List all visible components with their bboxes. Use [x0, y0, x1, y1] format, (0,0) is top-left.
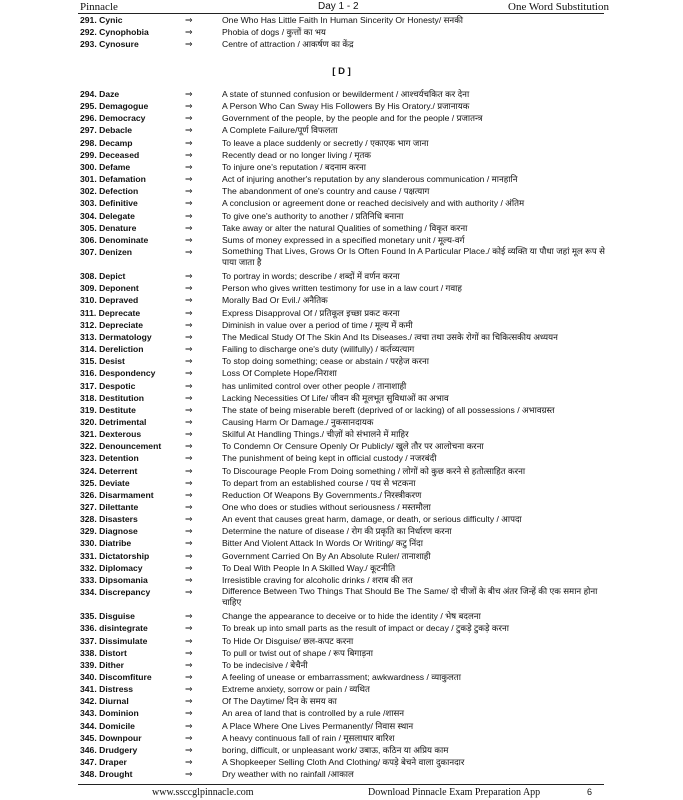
arrow-icon: ⇒ [185, 647, 193, 658]
entry-word: 318. Destitution [80, 392, 144, 403]
entry-word: 291. Cynic [80, 15, 123, 25]
entry-word: 347. Draper [80, 757, 127, 768]
entry-meaning: The state of being miserable bereft (deprived of or lacking) of all possessions / अभावग्रस्त [222, 404, 555, 415]
entry-row [0, 756, 683, 768]
arrow-icon: ⇒ [185, 344, 193, 355]
entry-row [0, 586, 683, 608]
entry-word: 308. Depict [80, 271, 126, 282]
entry-row [0, 622, 683, 634]
arrow-icon: ⇒ [185, 368, 193, 379]
entry-row [0, 380, 683, 392]
entry-row [0, 137, 683, 149]
entry-word: 314. Dereliction [80, 344, 144, 355]
entry-row [0, 562, 683, 574]
page-footer [0, 784, 683, 800]
entry-meaning: One Who Has Little Faith In Human Sincerity Or Honesty/ सनकी [222, 15, 464, 25]
entry-row [0, 513, 683, 525]
arrow-icon: ⇒ [185, 295, 193, 306]
entry-word: 338. Distort [80, 647, 127, 658]
entry-row [0, 282, 683, 294]
entry-row [0, 452, 683, 464]
entry-word: 342. Diurnal [80, 696, 129, 707]
entry-meaning: Bitter And Violent Attack In Words Or Writing/ कटु निंदा [222, 538, 423, 549]
entry-meaning: A Complete Failure/पूर्ण विफलता [222, 125, 338, 136]
arrow-icon: ⇒ [185, 465, 193, 476]
arrow-icon: ⇒ [185, 319, 193, 330]
entry-meaning: Government Carried On By An Absolute Ruler/ तानाशाही [222, 550, 431, 561]
arrow-icon: ⇒ [185, 526, 193, 537]
entry-row [0, 343, 683, 355]
entry-row [0, 294, 683, 306]
arrow-icon: ⇒ [185, 416, 193, 427]
entry-word: 332. Diplomacy [80, 562, 143, 573]
entry-word: 305. Denature [80, 222, 137, 233]
arrow-icon: ⇒ [185, 39, 193, 50]
entry-row [0, 574, 683, 586]
entry-word: 319. Destitute [80, 404, 136, 415]
section-title-d: [ D ] [332, 66, 351, 77]
entry-meaning: Diminish in value over a period of time / मूल्य में कमी [222, 319, 413, 330]
entry-row [0, 683, 683, 695]
entry-word: 329. Diagnose [80, 526, 138, 537]
entry-word: 327. Dilettante [80, 502, 139, 512]
entry-row [0, 404, 683, 416]
entry-row [0, 234, 683, 246]
entry-row [0, 319, 683, 331]
arrow-icon: ⇒ [185, 708, 193, 719]
entry-row [0, 161, 683, 173]
entry-meaning: A Shopkeeper Selling Cloth And Clothing/ कपड़े बेचने वाला दुकानदार [222, 757, 465, 768]
arrow-icon: ⇒ [185, 137, 193, 148]
entry-meaning: To break up into small parts as the result of impact or decay / टुकड़े टुकड़े करना [222, 623, 509, 634]
entry-meaning: To stop doing something; cease or abstain / परहेज करना [222, 356, 429, 367]
entry-word: 343. Dominion [80, 708, 139, 719]
entry-row [0, 647, 683, 659]
arrow-icon: ⇒ [185, 562, 193, 573]
arrow-icon: ⇒ [185, 769, 193, 780]
arrow-icon: ⇒ [185, 356, 193, 367]
entry-row [0, 659, 683, 671]
entry-row [0, 367, 683, 379]
entry-word: 311. Deprecate [80, 307, 141, 318]
entry-meaning: Take away or alter the natural Qualities of something / विकृत करना [222, 222, 468, 233]
arrow-icon: ⇒ [185, 587, 193, 598]
entry-meaning: A conclusion or agreement done or reached decisively and with authority / अंतिम [222, 198, 525, 209]
entry-word: 317. Despotic [80, 380, 136, 391]
arrow-icon: ⇒ [185, 477, 193, 488]
entry-word: 348. Drought [80, 769, 133, 780]
entry-row [0, 744, 683, 756]
arrow-icon: ⇒ [185, 659, 193, 670]
entry-word: 337. Dissimulate [80, 635, 148, 646]
arrow-icon: ⇒ [185, 404, 193, 415]
entry-meaning: A state of stunned confusion or bewilderment / आश्चर्यचकित कर देना [222, 89, 470, 99]
page-header [0, 0, 683, 14]
entry-word: 312. Depreciate [80, 319, 144, 330]
entry-meaning: To pull or twist out of shape / रूप बिगाड़ना [222, 647, 374, 658]
arrow-icon: ⇒ [185, 429, 193, 440]
entry-meaning: To Condemn Or Censure Openly Or Publicly/ खुले तौर पर आलोचना करना [222, 441, 484, 452]
arrow-icon: ⇒ [185, 149, 193, 160]
entry-meaning: An area of land that is controlled by a rule /शासन [222, 708, 405, 719]
entry-word: 326. Disarmament [80, 489, 154, 500]
entry-word: 328. Disasters [80, 514, 138, 525]
arrow-icon: ⇒ [185, 550, 193, 561]
entry-row [0, 477, 683, 489]
arrow-icon: ⇒ [185, 489, 193, 500]
arrow-icon: ⇒ [185, 732, 193, 743]
entry-meaning: To portray in words; describe / शब्दों में वर्णन करना [222, 271, 400, 282]
entry-meaning: The abandonment of one's country and cause / पक्षत्याग [222, 186, 430, 197]
entry-row [0, 525, 683, 537]
entry-word: 315. Desist [80, 356, 125, 367]
entry-word: 335. Disguise [80, 611, 135, 622]
entry-meaning: Failing to discharge one's duty (willfully) / कर्तव्यत्याग [222, 344, 415, 355]
entry-word: 295. Demagogue [80, 101, 149, 112]
entry-row [0, 246, 683, 268]
entry-row [0, 149, 683, 161]
arrow-icon: ⇒ [185, 234, 193, 245]
arrow-icon: ⇒ [185, 210, 193, 221]
entry-word: 322. Denouncement [80, 441, 162, 452]
entry-row [0, 307, 683, 319]
entry-row [0, 732, 683, 744]
footer-divider [78, 784, 604, 785]
entry-row [0, 222, 683, 234]
footer-app-text: Download Pinnacle Exam Preparation App [368, 787, 541, 798]
entry-row [0, 112, 683, 124]
entry-row [0, 695, 683, 707]
entry-meaning: Difference Between Two Things That Should Be The Same/ दो चीजों के बीच अंतर जिन्हें की एक समान होना चाहिए [222, 586, 598, 608]
arrow-icon: ⇒ [185, 441, 193, 452]
header-brand: Pinnacle [80, 1, 118, 13]
entry-meaning: Recently dead or no longer living / मृतक [222, 149, 371, 160]
entry-row [0, 489, 683, 501]
entry-meaning: Something That Lives, Grows Or Is Often Found In A Particular Place./ कोई व्यक्ति या पौधा जहां मूल रूप से पाया जाता है [222, 245, 605, 267]
arrow-icon: ⇒ [185, 307, 193, 318]
entry-meaning: Government of the people, by the people and for the people / प्रजातन्त्र [222, 113, 483, 124]
entry-meaning: To give one's authority to another / प्रतिनिधि बनाना [222, 210, 404, 221]
entry-meaning: Reduction Of Weapons By Governments./ निरस्त्रीकरण [222, 489, 422, 500]
arrow-icon: ⇒ [185, 161, 193, 172]
footer-website[interactable]: www.ssccglpinnacle.com [152, 787, 254, 798]
entry-meaning: To leave a place suddenly or secretly / एकाएक भाग जाना [222, 137, 429, 148]
entry-word: 320. Detrimental [80, 416, 147, 427]
entry-meaning: Lacking Necessities Of Life/ जीवन की मूलभूत सुविधाओं का अभाव [222, 392, 449, 403]
entry-word: 307. Denizen [80, 246, 133, 257]
header-day: Day 1 - 2 [318, 1, 359, 12]
entry-word: 304. Delegate [80, 210, 135, 221]
arrow-icon: ⇒ [185, 611, 193, 622]
entry-meaning: Morally Bad Or Evil./ अनैतिक [222, 295, 328, 306]
entry-row [0, 720, 683, 732]
entry-meaning: To Hide Or Disguise/ छल-कपट करना [222, 635, 354, 646]
entry-meaning: A heavy continuous fall of rain / मूसलाधार बारिश [222, 732, 395, 743]
entry-row [0, 124, 683, 136]
arrow-icon: ⇒ [185, 538, 193, 549]
arrow-icon: ⇒ [185, 89, 193, 99]
entry-meaning: has unlimited control over other people / तानाशाही [222, 380, 407, 391]
arrow-icon: ⇒ [185, 283, 193, 294]
entry-word: 301. Defamation [80, 174, 146, 185]
entry-word: 333. Dipsomania [80, 574, 148, 585]
entry-row [0, 465, 683, 477]
entry-row [0, 501, 683, 513]
entry-word: 303. Definitive [80, 198, 138, 209]
entry-meaning: Person who gives written testimony for use in a law court / गवाह [222, 283, 462, 294]
entry-row [0, 270, 683, 282]
entry-word: 330. Diatribe [80, 538, 132, 549]
entry-word: 336. disintegrate [80, 623, 148, 634]
entry-word: 331. Dictatorship [80, 550, 150, 561]
entry-meaning: The punishment of being kept in official custody / नजरबंदी [222, 453, 437, 464]
entry-row [0, 210, 683, 222]
entry-word: 300. Defame [80, 161, 131, 172]
arrow-icon: ⇒ [185, 125, 193, 136]
arrow-icon: ⇒ [185, 720, 193, 731]
entry-row [0, 331, 683, 343]
entry-row [0, 440, 683, 452]
entry-word: 316. Despondency [80, 368, 156, 379]
entry-word: 310. Depraved [80, 295, 139, 306]
entry-meaning: Extreme anxiety, sorrow or pain / व्यथित [222, 684, 370, 695]
arrow-icon: ⇒ [185, 514, 193, 525]
entry-word: 345. Downpour [80, 732, 142, 743]
entry-row [0, 635, 683, 647]
entry-word: 302. Defection [80, 186, 139, 197]
entry-meaning: Loss Of Complete Hope/निराशा [222, 368, 337, 379]
arrow-icon: ⇒ [185, 757, 193, 768]
entry-row [0, 185, 683, 197]
entry-word: 341. Distress [80, 684, 134, 695]
entry-meaning: A Place Where One Lives Permanently/ निवास स्थान [222, 720, 414, 731]
entry-meaning: Phobia of dogs / कुत्तों का भय [222, 27, 326, 38]
arrow-icon: ⇒ [185, 331, 193, 342]
arrow-icon: ⇒ [185, 392, 193, 403]
entry-row [0, 416, 683, 428]
arrow-icon: ⇒ [185, 113, 193, 124]
entry-word: 325. Deviate [80, 477, 130, 488]
entry-row [0, 537, 683, 549]
entry-row [0, 88, 683, 100]
entry-meaning: To Discourage People From Doing something / लोगों को कुछ करने से हतोत्साहित करना [222, 465, 526, 476]
entry-meaning: boring, difficult, or unpleasant work/ उबाऊ, कठिन या अप्रिय काम [222, 744, 449, 755]
entry-row [0, 610, 683, 622]
entry-row [0, 550, 683, 562]
entry-word: 297. Debacle [80, 125, 133, 136]
entry-meaning: Of The Daytime/ दिन के समय का [222, 696, 337, 707]
entry-meaning: A feeling of unease or embarrassment; awkwardness / व्याकुलता [222, 672, 461, 682]
arrow-icon: ⇒ [185, 246, 193, 257]
entry-meaning: Change the appearance to deceive or to hide the identity / भेष बदलना [222, 611, 481, 622]
entry-word: 339. Dither [80, 659, 124, 670]
entry-row [0, 671, 683, 683]
arrow-icon: ⇒ [185, 15, 193, 25]
entry-meaning: One who does or studies without seriousness / मस्तमौला [222, 502, 431, 512]
entry-word: 321. Dexterous [80, 429, 142, 440]
arrow-icon: ⇒ [185, 380, 193, 391]
entry-meaning: Centre of attraction / आकर्षण का केंद्र [222, 39, 354, 50]
entry-meaning: Causing Harm Or Damage./ नुकसानदायक [222, 416, 374, 427]
entry-word: 298. Decamp [80, 137, 133, 148]
entry-word: 313. Dermatology [80, 331, 152, 342]
arrow-icon: ⇒ [185, 27, 193, 38]
arrow-icon: ⇒ [185, 696, 193, 707]
entry-meaning: To injure one's reputation / बदनाम करना [222, 161, 367, 172]
arrow-icon: ⇒ [185, 744, 193, 755]
entry-meaning: To Deal With People In A Skilled Way./ कूटनीति [222, 562, 396, 573]
entry-row [0, 38, 683, 50]
entry-row [0, 392, 683, 404]
entry-word: 292. Cynophobia [80, 27, 149, 38]
entry-meaning: Act of injuring another's reputation by any slanderous communication / मानहानि [222, 174, 518, 185]
arrow-icon: ⇒ [185, 271, 193, 282]
entry-word: 296. Democracy [80, 113, 146, 124]
arrow-icon: ⇒ [185, 101, 193, 112]
arrow-icon: ⇒ [185, 222, 193, 233]
entry-word: 334. Discrepancy [80, 587, 151, 598]
page-number: 6 [587, 787, 593, 797]
entry-meaning: Sums of money expressed in a specified monetary unit / मूल्य-वर्ग [222, 234, 465, 245]
entry-word: 309. Deponent [80, 283, 139, 294]
entry-row [0, 428, 683, 440]
entry-word: 324. Deterrent [80, 465, 138, 476]
entry-meaning: To be indecisive / बेचैनी [222, 659, 308, 670]
entry-word: 344. Domicile [80, 720, 135, 731]
entry-word: 293. Cynosure [80, 39, 139, 50]
entry-meaning: Determine the nature of disease / रोग की प्रकृति का निर्धारण करना [222, 526, 452, 537]
entry-meaning: To depart from an established course / पथ से भटकना [222, 477, 416, 488]
header-topic: One Word Substitution [508, 1, 609, 13]
entry-row [0, 14, 683, 26]
entry-row [0, 707, 683, 719]
entry-word: 340. Discomfiture [80, 672, 152, 682]
entry-meaning: Dry weather with no rainfall /आकाल [222, 769, 354, 780]
entry-meaning: Express Disapproval Of / प्रतिकूल इच्छा प्रकट करना [222, 307, 400, 318]
entry-word: 306. Denominate [80, 234, 149, 245]
entry-meaning: Irresistible craving for alcoholic drinks / शराब की लत [222, 574, 413, 585]
arrow-icon: ⇒ [185, 453, 193, 464]
entry-meaning: Skilful At Handling Things./ चीज़ों को संभालने में माहिर [222, 429, 409, 440]
arrow-icon: ⇒ [185, 186, 193, 197]
entry-word: 323. Detention [80, 453, 139, 464]
entry-row [0, 355, 683, 367]
entry-row [0, 173, 683, 185]
arrow-icon: ⇒ [185, 198, 193, 209]
arrow-icon: ⇒ [185, 684, 193, 695]
entry-word: 294. Daze [80, 89, 120, 99]
entry-row [0, 100, 683, 112]
entry-row [0, 26, 683, 38]
entry-meaning: An event that causes great harm, damage, or death, or serious difficulty / आपदा [222, 514, 522, 525]
arrow-icon: ⇒ [185, 623, 193, 634]
entry-meaning: The Medical Study Of The Skin And Its Diseases./ त्वचा तथा उसके रोगों का चिकित्सकीय अध्ययन [222, 331, 558, 342]
arrow-icon: ⇒ [185, 502, 193, 512]
entry-meaning: A Person Who Can Sway His Followers By His Oratory./ प्रजानायक [222, 101, 470, 112]
arrow-icon: ⇒ [185, 574, 193, 585]
entry-row [0, 768, 683, 780]
arrow-icon: ⇒ [185, 672, 193, 682]
entry-row [0, 197, 683, 209]
entry-word: 346. Drudgery [80, 744, 138, 755]
arrow-icon: ⇒ [185, 635, 193, 646]
arrow-icon: ⇒ [185, 174, 193, 185]
entry-word: 299. Deceased [80, 149, 140, 160]
